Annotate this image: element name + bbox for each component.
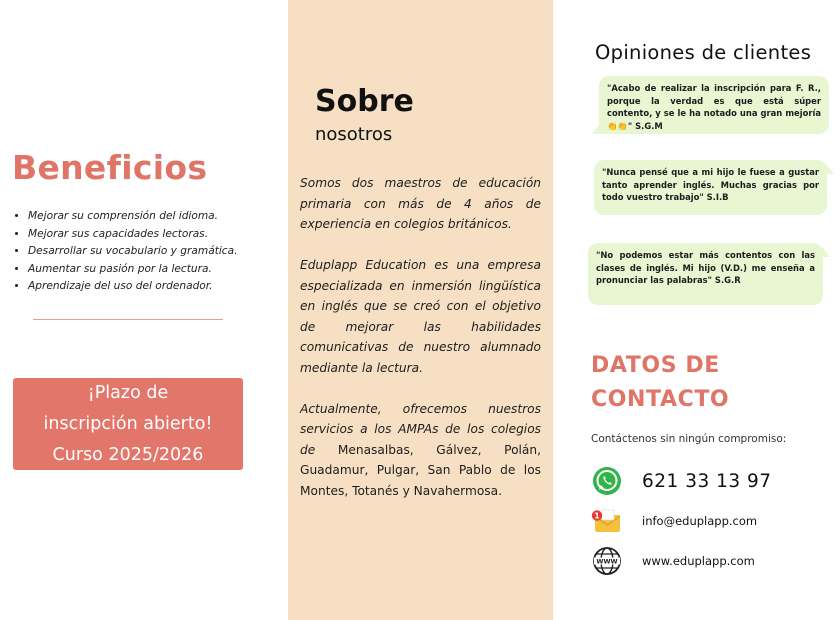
phone-number[interactable]: 621 33 13 97	[642, 470, 772, 492]
svg-text:WWW: WWW	[596, 557, 618, 566]
enrollment-line-1: ¡Plazo de	[87, 382, 169, 403]
contact-web-row[interactable]	[591, 545, 755, 577]
bubble-tail	[822, 247, 830, 257]
benefit-item: • Mejorar su comprensión del idioma.	[28, 208, 296, 226]
benefit-item: • Desarrollar su vocabulario y gramática.	[28, 243, 296, 261]
contact-title-line-2: CONTACTO	[591, 387, 730, 412]
about-paragraph-3	[300, 399, 541, 502]
about-paragraph-3-towns: Menasalbas, Gálvez, Polán, Guadamur, Pulgar, San Pablo de los Montes, Totanés y Navahermosa.	[300, 442, 541, 498]
contact-email-row[interactable]	[591, 505, 757, 537]
whatsapp-icon	[591, 465, 623, 497]
enrollment-line-2: inscripción abierto!	[43, 413, 213, 434]
contact-phone-row[interactable]	[591, 465, 772, 497]
benefits-column	[0, 0, 288, 620]
enrollment-line-3: Curso 2025/2026	[52, 444, 204, 465]
benefit-item: • Mejorar sus capacidades lectoras.	[28, 226, 296, 244]
benefit-item: • Aumentar su pasión por la lectura.	[28, 261, 296, 279]
reviews-title: Opiniones de clientes	[595, 41, 812, 64]
envelope-icon	[591, 505, 623, 537]
bubble-tail	[592, 124, 600, 134]
contact-title-line-1: DATOS DE	[591, 353, 720, 378]
about-paragraph-1: Somos dos maestros de educación primaria con más de 4 años de experiencia en colegios británicos.	[300, 176, 541, 231]
website-url[interactable]: www.eduplapp.com	[642, 554, 755, 568]
about-paragraph-2: Eduplapp Education es una empresa especializada en inmersión lingüística en inglés que se creó con el objetivo de mejorar las habilidades comunicativas de nuestro alumnado mediante la lectura.	[300, 258, 541, 375]
about-body	[300, 173, 541, 522]
reviews-contact-column	[553, 0, 840, 620]
enrollment-text	[44, 378, 213, 471]
enrollment-banner	[13, 378, 243, 470]
review-text: "Nunca pensé que a mi hijo le fuese a gustar tanto aprender inglés. Muchas gracias por todo vuestro trabajo" S.I.B	[602, 167, 819, 203]
about-title: Sobre	[315, 84, 414, 119]
review-bubble	[594, 160, 827, 215]
email-badge-count: 1	[594, 511, 600, 521]
contact-subtitle: Contáctenos sin ningún compromiso:	[591, 433, 787, 445]
review-text: "No podemos estar más contentos con las clases de inglés. Mi hijo (V.D.) me enseña a pronunciar las palabras" S.G.R	[596, 250, 815, 286]
contact-title	[591, 349, 729, 417]
divider	[33, 319, 223, 320]
review-bubble	[588, 243, 823, 305]
about-paragraph-3-intro: Actualmente, ofrecemos nuestros servicios a los AMPAs de los colegios de	[300, 401, 541, 457]
review-bubble	[599, 76, 829, 134]
bubble-tail	[826, 164, 834, 174]
benefits-title: Beneficios	[12, 148, 208, 187]
review-text: "Acabo de realizar la inscripción para F. R., porque la verdad es que está súper contento, y se le ha notado una gran mejoría 👏👏" S.G.M	[607, 83, 821, 131]
about-column	[288, 0, 553, 620]
email-address[interactable]: info@eduplapp.com	[642, 514, 758, 528]
benefit-item: • Aprendizaje del uso del ordenador.	[28, 278, 296, 296]
globe-www-icon	[591, 545, 623, 577]
about-subtitle: nosotros	[315, 124, 393, 145]
benefits-list	[12, 208, 296, 296]
